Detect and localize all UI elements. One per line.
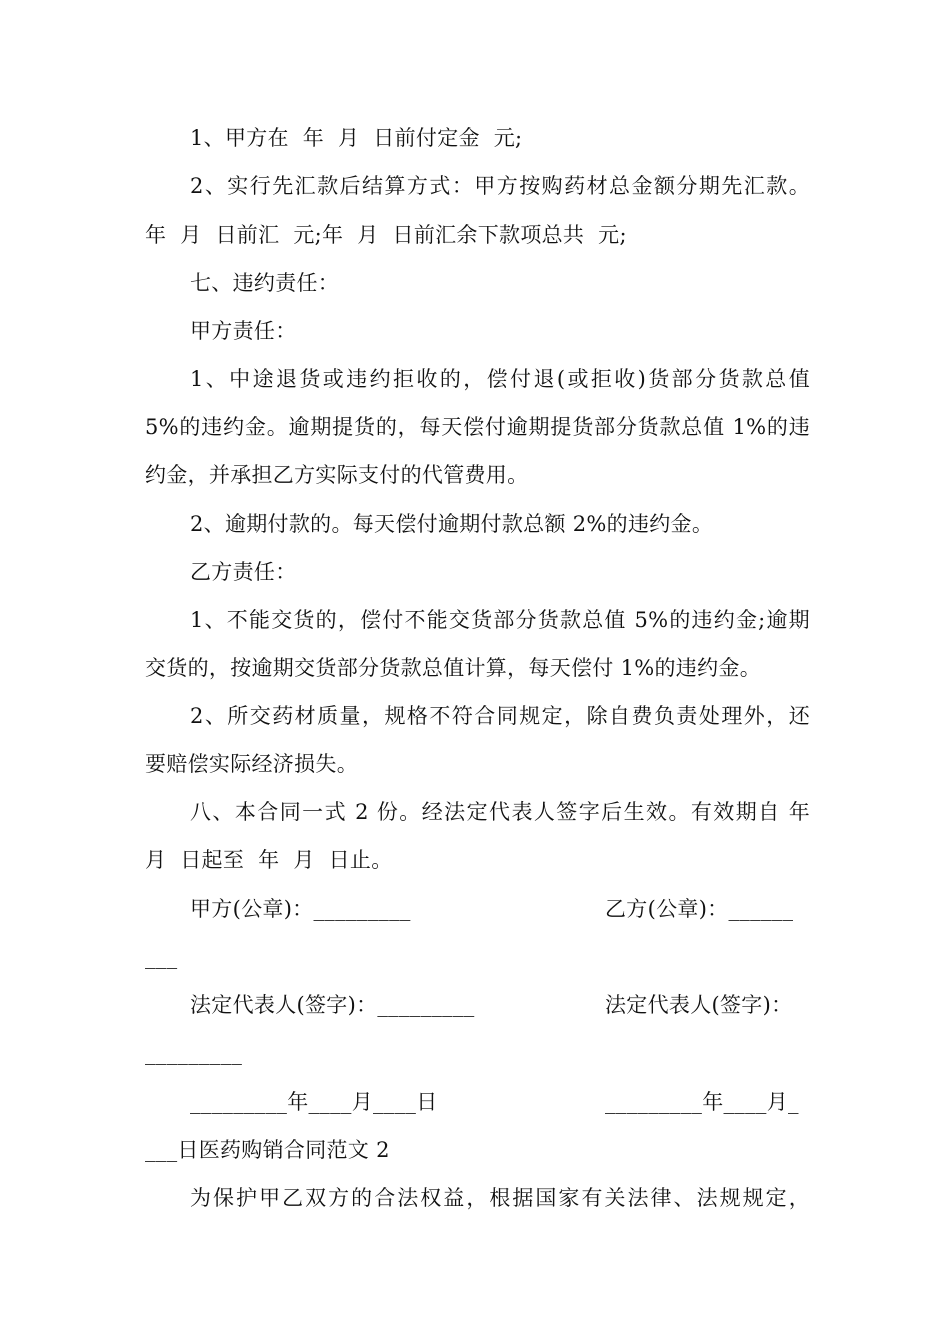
party-b-seal: 乙方(公章)：______ <box>605 897 794 921</box>
party-b-date: _________年____月_ <box>605 1090 799 1114</box>
section-7-heading: 七、违约责任： <box>190 271 340 295</box>
party-b-liability-1-cont: 交货的，按逾期交货部分货款总值计算，每天偿付 1%的违约金。 <box>145 656 761 680</box>
party-a-liability-1-cont: 5%的违约金。逾期提货的，每天偿付逾期提货部分货款总值 1%的违 <box>145 415 810 439</box>
party-a-liability-1: 1、中途退货或违约拒收的，偿付退(或拒收)货部分货款总值 <box>190 367 810 391</box>
party-b-liability-2-cont: 要赔偿实际经济损失。 <box>145 752 358 776</box>
party-b-liability-1: 1、不能交货的，偿付不能交货部分货款总值 5%的违约金;逾期 <box>190 608 810 632</box>
party-b-liability-heading: 乙方责任： <box>190 560 297 584</box>
party-b-representative-cont: _________ <box>145 1041 243 1065</box>
clause-6-2-cont: 年 月 日前汇 元;年 月 日前汇余下款项总共 元; <box>145 223 627 247</box>
next-contract-intro: 为保护甲乙双方的合法权益，根据国家有关法律、法规规定， <box>190 1186 810 1210</box>
clause-6-1: 1、甲方在 年 月 日前付定金 元; <box>190 126 523 150</box>
party-a-date: _________年____月____日 <box>190 1090 438 1114</box>
party-a-liability-heading: 甲方责任： <box>190 319 297 343</box>
party-b-date-cont: ___日医药购销合同范文 2 <box>145 1138 390 1162</box>
party-a-liability-1-end: 约金，并承担乙方实际支付的代管费用。 <box>145 463 529 487</box>
party-a-liability-2: 2、逾期付款的。每天偿付逾期付款总额 2%的违约金。 <box>190 512 714 536</box>
party-a-seal: 甲方(公章)：_________ <box>190 897 411 921</box>
party-b-liability-2: 2、所交药材质量，规格不符合同规定，除自费负责处理外，还 <box>190 704 810 728</box>
section-8-cont: 月 日起至 年 月 日止。 <box>145 848 393 872</box>
party-a-representative: 法定代表人(签字)：_________ <box>190 993 475 1017</box>
clause-6-2: 2、实行先汇款后结算方式：甲方按购药材总金额分期先汇款。 <box>190 174 810 198</box>
party-b-representative: 法定代表人(签字)： <box>605 993 793 1017</box>
party-b-seal-cont: ___ <box>145 945 178 969</box>
section-8: 八、本合同一式 2 份。经法定代表人签字后生效。有效期自 年 <box>190 800 810 824</box>
